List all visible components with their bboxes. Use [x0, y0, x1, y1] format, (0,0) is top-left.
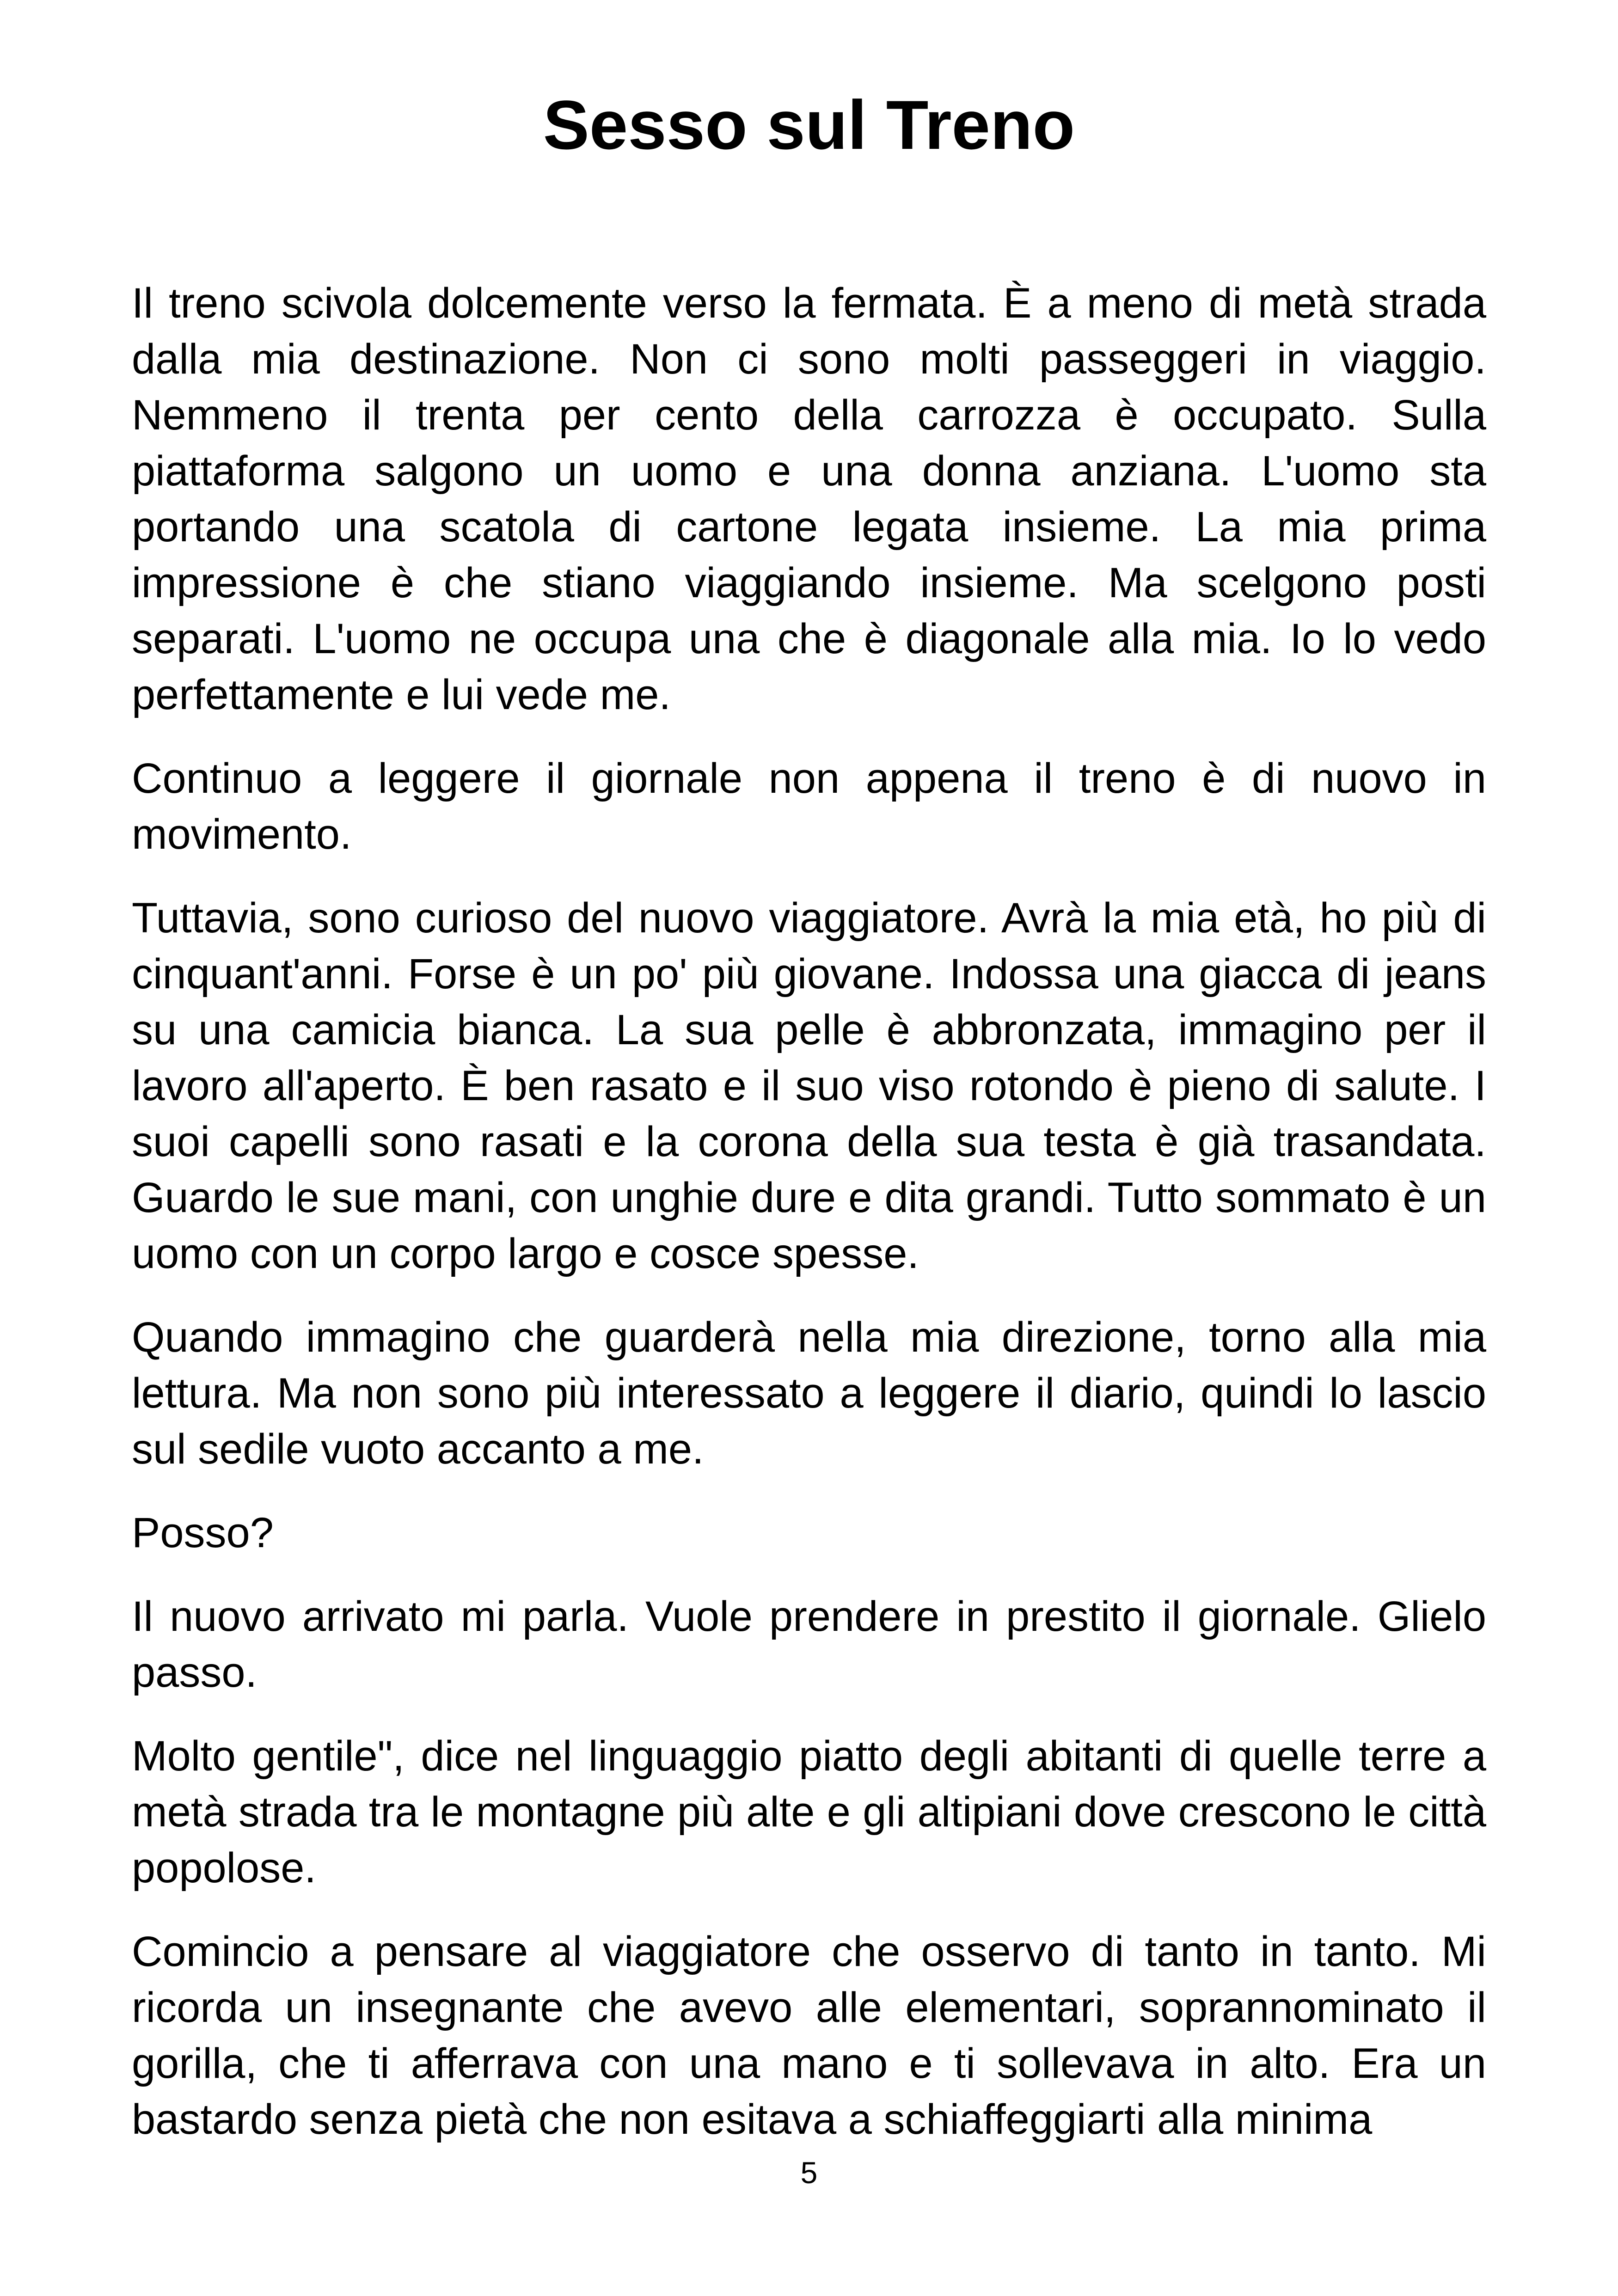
paragraph: Il nuovo arrivato mi parla. Vuole prendere in prestito il giornale. Glielo passo. — [132, 1593, 1486, 1696]
paragraph: Posso? — [132, 1509, 274, 1556]
body-text — [132, 276, 1486, 2175]
paragraph: Tuttavia, sono curioso del nuovo viaggiatore. Avrà la mia età, ho più di cinquant'anni. Forse è un po' più giovane. Indossa una giacca di jeans su una camicia bianca. La sua pelle è abbronzata, immagino per il lavoro all'aperto. È ben rasato e il suo viso rotondo è pieno di salute. I suoi capelli sono rasati e la corona della sua testa è già trasandata. Guardo le sue mani, con unghie dure e dita grandi. Tutto sommato è un uomo con un corpo largo e cosce spesse. — [132, 894, 1486, 1277]
paragraph: Il treno scivola dolcemente verso la fermata. È a meno di metà strada dalla mia destinazione. Non ci sono molti passeggeri in viaggio. Nemmeno il trenta per cento della carrozza è occupato. Sulla piattaforma salgono un uomo e una donna anziana. L'uomo sta portando una scatola di cartone legata insieme. La mia prima impressione è che stiano viaggiando insieme. Ma scelgono posti separati. L'uomo ne occupa una che è diagonale alla mia. Io lo vedo perfettamente e lui vede me. — [132, 280, 1486, 718]
paragraph: Comincio a pensare al viaggiatore che osservo di tanto in tanto. Mi ricorda un insegnante che avevo alle elementari, soprannominato il gorilla, che ti afferrava con una mano e ti sollevava in alto. Era un bastardo senza pietà che non esitava a schiaffeggiarti alla minima — [132, 1928, 1486, 2143]
paragraph: Continuo a leggere il giornale non appena il treno è di nuovo in movimento. — [132, 755, 1486, 858]
paragraph: Quando immagino che guarderà nella mia direzione, torno alla mia lettura. Ma non sono più interessato a leggere il diario, quindi lo lascio sul sedile vuoto accanto a me. — [132, 1314, 1486, 1473]
paragraph: Molto gentile", dice nel linguaggio piatto degli abitanti di quelle terre a metà strada tra le montagne più alte e gli altipiani dove crescono le città popolose. — [132, 1733, 1486, 1892]
page-number: 5 — [800, 2155, 818, 2190]
page-title: Sesso sul Treno — [543, 86, 1075, 164]
